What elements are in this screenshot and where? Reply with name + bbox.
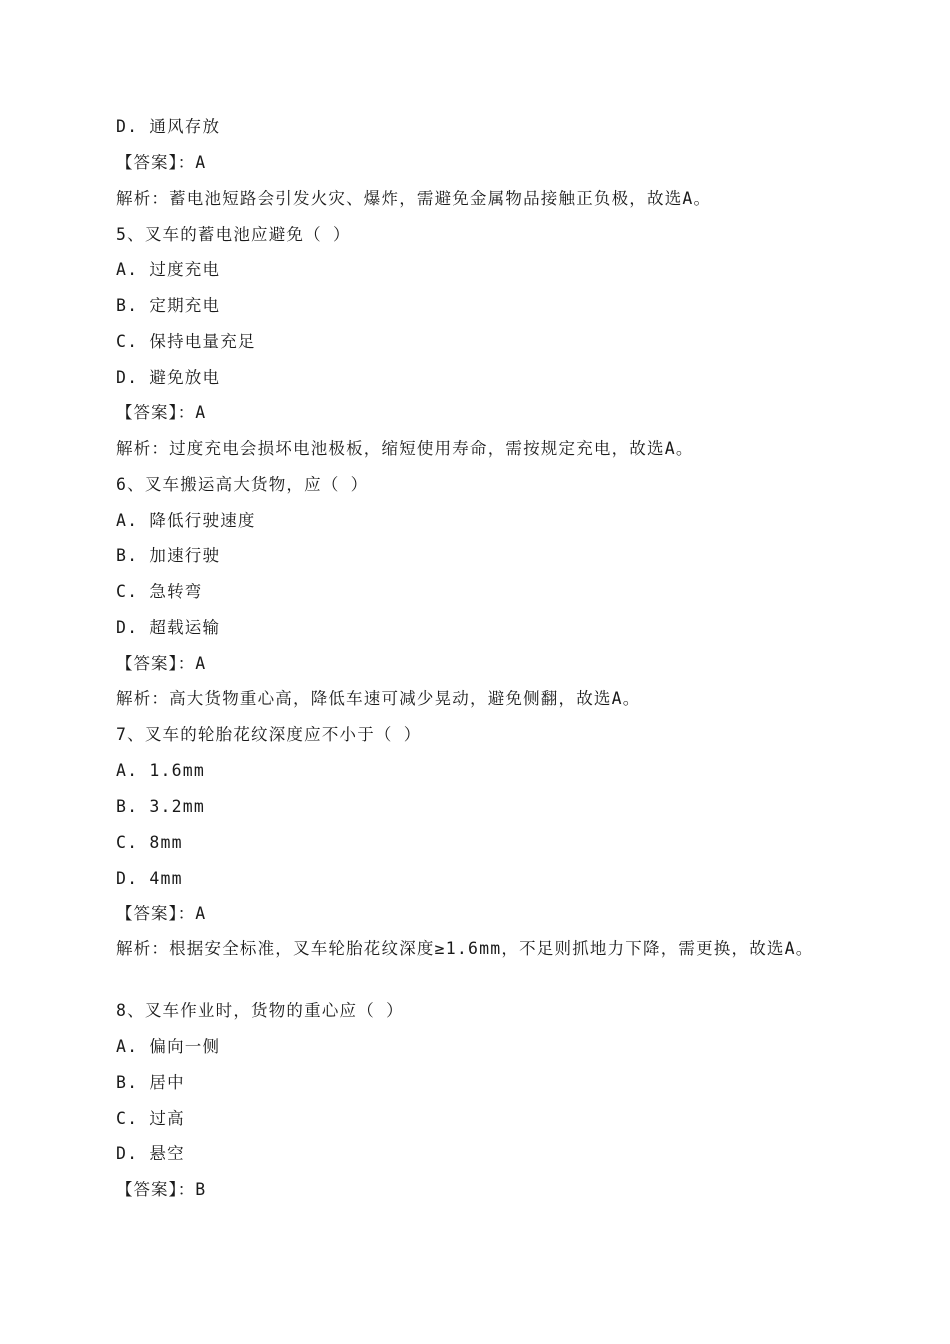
question-line: 8、叉车作业时，货物的重心应（ ） <box>116 1001 404 1020</box>
answer-line: 【答案】：A <box>116 153 207 172</box>
option-line: A. 过度充电 <box>116 260 221 279</box>
option-line: C. 过高 <box>116 1109 185 1128</box>
option-line: C. 保持电量充足 <box>116 332 256 351</box>
explanation-line: 解析：根据安全标准，叉车轮胎花纹深度≥1.6mm，不足则抓地力下降，需更换，故选A。 <box>116 939 814 958</box>
option-line: A. 偏向一侧 <box>116 1037 221 1056</box>
explanation-line: 解析：蓄电池短路会引发火灾、爆炸，需避免金属物品接触正负极，故选A。 <box>116 189 712 208</box>
explanation-line: 解析：高大货物重心高，降低车速可减少晃动，避免侧翻，故选A。 <box>116 689 641 708</box>
option-line: B. 定期充电 <box>116 296 221 315</box>
question-line: 7、叉车的轮胎花纹深度应不小于（ ） <box>116 725 422 744</box>
answer-line: 【答案】：A <box>116 904 207 923</box>
option-line: D. 4mm <box>116 869 183 888</box>
option-line: C. 急转弯 <box>116 582 203 601</box>
option-line: B. 加速行驶 <box>116 546 221 565</box>
question-line: 5、叉车的蓄电池应避免（ ） <box>116 225 351 244</box>
answer-line: 【答案】：A <box>116 403 207 422</box>
option-line: C. 8mm <box>116 833 183 852</box>
option-line: D. 超载运输 <box>116 618 221 637</box>
option-line: A. 降低行驶速度 <box>116 511 256 530</box>
option-line: B. 居中 <box>116 1073 185 1092</box>
explanation-line: 解析：过度充电会损坏电池极板，缩短使用寿命，需按规定充电，故选A。 <box>116 439 694 458</box>
question-line: 6、叉车搬运高大货物，应（ ） <box>116 475 369 494</box>
answer-line: 【答案】：A <box>116 654 207 673</box>
answer-line: 【答案】：B <box>116 1180 207 1199</box>
option-line: B. 3.2mm <box>116 797 206 816</box>
option-line: D. 通风存放 <box>116 117 221 136</box>
option-line: A. 1.6mm <box>116 761 206 780</box>
option-line: D. 避免放电 <box>116 368 221 387</box>
option-line: D. 悬空 <box>116 1144 185 1163</box>
